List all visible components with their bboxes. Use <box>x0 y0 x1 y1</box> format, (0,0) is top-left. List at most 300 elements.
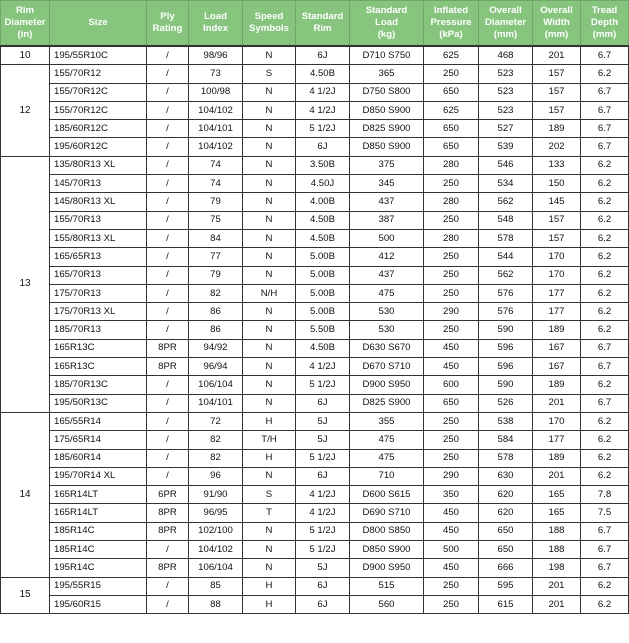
speed-symbol-cell: S <box>243 65 296 83</box>
standard-rim-cell: 4 1/2J <box>296 504 350 522</box>
table-row <box>1 46 629 65</box>
standard-load-cell: 560 <box>350 595 424 613</box>
size-cell: 155/70R12C <box>50 101 147 119</box>
standard-load-cell: D710 S750 <box>350 46 424 65</box>
overall-width-cell: 145 <box>533 193 581 211</box>
load-index-cell: 75 <box>189 211 243 229</box>
overall-width-cell: 189 <box>533 120 581 138</box>
standard-load-cell: 500 <box>350 229 424 247</box>
inflated-pressure-cell: 250 <box>424 175 479 193</box>
overall-width-cell: 202 <box>533 138 581 156</box>
standard-rim-cell: 5 1/2J <box>296 376 350 394</box>
size-cell: 195/70R14 XL <box>50 467 147 485</box>
load-index-cell: 98/96 <box>189 46 243 65</box>
inflated-pressure-cell: 650 <box>424 394 479 412</box>
tread-depth-cell: 6.2 <box>581 266 629 284</box>
tread-depth-cell: 6.2 <box>581 431 629 449</box>
inflated-pressure-cell: 250 <box>424 211 479 229</box>
speed-symbol-cell: N/H <box>243 284 296 302</box>
standard-load-cell: D800 S850 <box>350 522 424 540</box>
inflated-pressure-cell: 280 <box>424 229 479 247</box>
tread-depth-cell: 6.7 <box>581 138 629 156</box>
table-row <box>1 431 629 449</box>
table-row <box>1 248 629 266</box>
standard-load-cell: 475 <box>350 449 424 467</box>
inflated-pressure-cell: 250 <box>424 284 479 302</box>
size-cell: 165/65R13 <box>50 248 147 266</box>
load-index-cell: 82 <box>189 284 243 302</box>
standard-rim-cell: 4 1/2J <box>296 486 350 504</box>
size-cell: 145/80R13 XL <box>50 193 147 211</box>
rim-diameter-cell: 10 <box>1 46 50 65</box>
tread-depth-cell: 6.7 <box>581 101 629 119</box>
overall-diameter-cell: 596 <box>479 358 533 376</box>
overall-width-cell: 189 <box>533 449 581 467</box>
load-index-cell: 82 <box>189 431 243 449</box>
size-cell: 195/55R15 <box>50 577 147 595</box>
header-line: Tread <box>591 5 618 16</box>
size-cell: 155/80R13 XL <box>50 229 147 247</box>
size-cell: 165/55R14 <box>50 412 147 430</box>
standard-load-cell: 412 <box>350 248 424 266</box>
table-row <box>1 376 629 394</box>
size-cell: 175/70R13 XL <box>50 303 147 321</box>
ply-rating-cell: / <box>147 595 189 613</box>
standard-rim-cell: 6J <box>296 467 350 485</box>
load-index-cell: 84 <box>189 229 243 247</box>
overall-width-cell: 188 <box>533 541 581 559</box>
standard-rim-cell: 4.50B <box>296 339 350 357</box>
overall-width-cell: 157 <box>533 211 581 229</box>
overall-diameter-cell: 548 <box>479 211 533 229</box>
tread-depth-cell: 6.2 <box>581 175 629 193</box>
inflated-pressure-cell: 450 <box>424 522 479 540</box>
size-cell: 185/60R14 <box>50 449 147 467</box>
size-cell: 195/50R13C <box>50 394 147 412</box>
header-line: (kg) <box>377 29 396 40</box>
header-line: Rim <box>15 5 35 16</box>
ply-rating-cell: / <box>147 156 189 174</box>
overall-diameter-cell: 523 <box>479 101 533 119</box>
table-row <box>1 120 629 138</box>
speed-symbol-cell: T <box>243 504 296 522</box>
overall-width-cell: 201 <box>533 46 581 65</box>
table-row <box>1 101 629 119</box>
inflated-pressure-cell: 250 <box>424 449 479 467</box>
speed-symbol-cell: N <box>243 321 296 339</box>
size-cell: 185R14C <box>50 541 147 559</box>
table-body <box>1 46 629 614</box>
standard-load-cell: D825 S900 <box>350 394 424 412</box>
inflated-pressure-cell: 250 <box>424 266 479 284</box>
inflated-pressure-cell: 450 <box>424 559 479 577</box>
table-row <box>1 449 629 467</box>
standard-load-cell: D630 S670 <box>350 339 424 357</box>
standard-rim-cell: 5.00B <box>296 248 350 266</box>
speed-symbol-cell: H <box>243 595 296 613</box>
standard-rim-cell: 4 1/2J <box>296 101 350 119</box>
table-row <box>1 211 629 229</box>
load-index-cell: 94/92 <box>189 339 243 357</box>
header-line: Speed <box>254 11 284 22</box>
standard-rim-cell: 6J <box>296 577 350 595</box>
header-line: (mm) <box>544 29 569 40</box>
standard-rim-cell: 6J <box>296 394 350 412</box>
load-index-cell: 82 <box>189 449 243 467</box>
load-index-cell: 104/102 <box>189 138 243 156</box>
ply-rating-cell: / <box>147 138 189 156</box>
overall-diameter-cell: 576 <box>479 303 533 321</box>
standard-rim-cell: 5 1/2J <box>296 522 350 540</box>
overall-width-cell: 157 <box>533 229 581 247</box>
overall-diameter-cell: 534 <box>479 175 533 193</box>
inflated-pressure-cell: 650 <box>424 120 479 138</box>
ply-rating-cell: / <box>147 467 189 485</box>
inflated-pressure-cell: 500 <box>424 541 479 559</box>
standard-load-cell: 437 <box>350 266 424 284</box>
speed-symbol-cell: N <box>243 559 296 577</box>
ply-rating-cell: / <box>147 284 189 302</box>
overall-width-cell: 170 <box>533 412 581 430</box>
speed-symbol-cell: N <box>243 175 296 193</box>
header-line: Size <box>88 17 108 28</box>
standard-rim-cell: 6J <box>296 138 350 156</box>
tread-depth-cell: 6.2 <box>581 467 629 485</box>
overall-width-cell: 170 <box>533 248 581 266</box>
speed-symbol-cell: N <box>243 211 296 229</box>
size-cell: 145/70R13 <box>50 175 147 193</box>
standard-load-cell: 530 <box>350 321 424 339</box>
header-line: Overall <box>540 5 573 16</box>
size-cell: 155/70R12C <box>50 83 147 101</box>
load-index-cell: 106/104 <box>189 376 243 394</box>
rim-diameter-cell: 13 <box>1 156 50 412</box>
load-index-cell: 96 <box>189 467 243 485</box>
header-line: Pressure <box>430 17 472 28</box>
overall-width-cell: 167 <box>533 358 581 376</box>
header-load-index <box>189 1 243 47</box>
ply-rating-cell: 8PR <box>147 339 189 357</box>
tread-depth-cell: 6.7 <box>581 46 629 65</box>
header-line: Load <box>375 17 398 28</box>
tread-depth-cell: 6.2 <box>581 284 629 302</box>
standard-load-cell: 475 <box>350 431 424 449</box>
overall-width-cell: 201 <box>533 595 581 613</box>
header-standard-load <box>350 1 424 47</box>
tread-depth-cell: 6.7 <box>581 120 629 138</box>
standard-rim-cell: 4.50B <box>296 65 350 83</box>
header-line: Standard <box>301 11 344 22</box>
overall-diameter-cell: 595 <box>479 577 533 595</box>
standard-load-cell: 530 <box>350 303 424 321</box>
inflated-pressure-cell: 280 <box>424 193 479 211</box>
inflated-pressure-cell: 450 <box>424 358 479 376</box>
header-line: Depth <box>590 17 619 28</box>
inflated-pressure-cell: 250 <box>424 412 479 430</box>
speed-symbol-cell: N <box>243 248 296 266</box>
load-index-cell: 85 <box>189 577 243 595</box>
header-size <box>50 1 147 47</box>
overall-diameter-cell: 584 <box>479 431 533 449</box>
inflated-pressure-cell: 350 <box>424 486 479 504</box>
table-row <box>1 321 629 339</box>
ply-rating-cell: 8PR <box>147 522 189 540</box>
standard-rim-cell: 5 1/2J <box>296 449 350 467</box>
load-index-cell: 102/100 <box>189 522 243 540</box>
header-ply-rating <box>147 1 189 47</box>
header-line: Rim <box>313 23 332 34</box>
speed-symbol-cell: N <box>243 358 296 376</box>
tread-depth-cell: 6.7 <box>581 522 629 540</box>
speed-symbol-cell: N <box>243 266 296 284</box>
overall-diameter-cell: 468 <box>479 46 533 65</box>
speed-symbol-cell: N <box>243 467 296 485</box>
header-line: Overall <box>489 5 522 16</box>
overall-width-cell: 167 <box>533 339 581 357</box>
speed-symbol-cell: N <box>243 229 296 247</box>
table-row <box>1 83 629 101</box>
header-line: Standard <box>365 5 408 16</box>
table-row <box>1 394 629 412</box>
ply-rating-cell: / <box>147 431 189 449</box>
tread-depth-cell: 7.8 <box>581 486 629 504</box>
inflated-pressure-cell: 450 <box>424 339 479 357</box>
ply-rating-cell: / <box>147 394 189 412</box>
tread-depth-cell: 6.2 <box>581 65 629 83</box>
overall-diameter-cell: 562 <box>479 266 533 284</box>
standard-load-cell: 515 <box>350 577 424 595</box>
speed-symbol-cell: N <box>243 193 296 211</box>
standard-rim-cell: 4.50B <box>296 211 350 229</box>
speed-symbol-cell: N <box>243 376 296 394</box>
inflated-pressure-cell: 250 <box>424 321 479 339</box>
load-index-cell: 104/101 <box>189 394 243 412</box>
ply-rating-cell: / <box>147 541 189 559</box>
standard-load-cell: D900 S950 <box>350 376 424 394</box>
header-rim-diameter <box>1 1 50 47</box>
speed-symbol-cell: N <box>243 156 296 174</box>
size-cell: 175/65R14 <box>50 431 147 449</box>
overall-width-cell: 177 <box>533 431 581 449</box>
overall-width-cell: 165 <box>533 504 581 522</box>
standard-rim-cell: 5J <box>296 431 350 449</box>
load-index-cell: 96/94 <box>189 358 243 376</box>
load-index-cell: 106/104 <box>189 559 243 577</box>
overall-width-cell: 150 <box>533 175 581 193</box>
overall-diameter-cell: 650 <box>479 541 533 559</box>
inflated-pressure-cell: 250 <box>424 577 479 595</box>
header-line: (mm) <box>493 29 518 40</box>
size-cell: 185/70R13 <box>50 321 147 339</box>
inflated-pressure-cell: 250 <box>424 595 479 613</box>
table-row <box>1 175 629 193</box>
header-line: Load <box>204 11 227 22</box>
table-row <box>1 65 629 83</box>
standard-rim-cell: 6J <box>296 595 350 613</box>
overall-width-cell: 170 <box>533 266 581 284</box>
overall-diameter-cell: 596 <box>479 339 533 357</box>
table-row <box>1 559 629 577</box>
ply-rating-cell: / <box>147 376 189 394</box>
ply-rating-cell: / <box>147 266 189 284</box>
inflated-pressure-cell: 600 <box>424 376 479 394</box>
inflated-pressure-cell: 650 <box>424 138 479 156</box>
tread-depth-cell: 7.5 <box>581 504 629 522</box>
size-cell: 195/60R12C <box>50 138 147 156</box>
size-cell: 185/60R12C <box>50 120 147 138</box>
header-tread-depth <box>581 1 629 47</box>
speed-symbol-cell: N <box>243 339 296 357</box>
standard-load-cell: D750 S800 <box>350 83 424 101</box>
header-line: Ply <box>160 11 175 22</box>
header-overall-diameter <box>479 1 533 47</box>
speed-symbol-cell: N <box>243 303 296 321</box>
ply-rating-cell: / <box>147 321 189 339</box>
size-cell: 165R14LT <box>50 486 147 504</box>
rim-diameter-cell: 12 <box>1 65 50 156</box>
overall-width-cell: 189 <box>533 376 581 394</box>
standard-load-cell: 365 <box>350 65 424 83</box>
speed-symbol-cell: N <box>243 138 296 156</box>
standard-load-cell: D690 S710 <box>350 504 424 522</box>
standard-load-cell: D670 S710 <box>350 358 424 376</box>
overall-width-cell: 157 <box>533 83 581 101</box>
table-row <box>1 504 629 522</box>
standard-load-cell: D600 S615 <box>350 486 424 504</box>
tread-depth-cell: 6.7 <box>581 394 629 412</box>
table-row <box>1 339 629 357</box>
ply-rating-cell: / <box>147 449 189 467</box>
overall-diameter-cell: 578 <box>479 449 533 467</box>
table-row <box>1 229 629 247</box>
ply-rating-cell: / <box>147 65 189 83</box>
inflated-pressure-cell: 450 <box>424 504 479 522</box>
standard-rim-cell: 5.00B <box>296 284 350 302</box>
size-cell: 135/80R13 XL <box>50 156 147 174</box>
overall-width-cell: 177 <box>533 284 581 302</box>
speed-symbol-cell: N <box>243 46 296 65</box>
load-index-cell: 104/102 <box>189 101 243 119</box>
standard-load-cell: D850 S900 <box>350 138 424 156</box>
ply-rating-cell: / <box>147 101 189 119</box>
inflated-pressure-cell: 250 <box>424 65 479 83</box>
overall-diameter-cell: 538 <box>479 412 533 430</box>
load-index-cell: 104/102 <box>189 541 243 559</box>
ply-rating-cell: / <box>147 248 189 266</box>
load-index-cell: 73 <box>189 65 243 83</box>
table-row <box>1 467 629 485</box>
speed-symbol-cell: S <box>243 486 296 504</box>
speed-symbol-cell: H <box>243 449 296 467</box>
overall-diameter-cell: 562 <box>479 193 533 211</box>
tread-depth-cell: 6.2 <box>581 303 629 321</box>
table-row <box>1 522 629 540</box>
speed-symbol-cell: H <box>243 577 296 595</box>
tread-depth-cell: 6.2 <box>581 595 629 613</box>
standard-load-cell: D900 S950 <box>350 559 424 577</box>
table-row <box>1 266 629 284</box>
overall-width-cell: 201 <box>533 577 581 595</box>
speed-symbol-cell: N <box>243 101 296 119</box>
table-row <box>1 193 629 211</box>
ply-rating-cell: / <box>147 412 189 430</box>
tread-depth-cell: 6.2 <box>581 193 629 211</box>
standard-rim-cell: 5.00B <box>296 266 350 284</box>
tread-depth-cell: 6.2 <box>581 229 629 247</box>
overall-diameter-cell: 630 <box>479 467 533 485</box>
standard-load-cell: D825 S900 <box>350 120 424 138</box>
load-index-cell: 96/95 <box>189 504 243 522</box>
load-index-cell: 86 <box>189 321 243 339</box>
standard-load-cell: D850 S900 <box>350 541 424 559</box>
overall-diameter-cell: 544 <box>479 248 533 266</box>
overall-diameter-cell: 650 <box>479 522 533 540</box>
load-index-cell: 79 <box>189 266 243 284</box>
standard-rim-cell: 4.50J <box>296 175 350 193</box>
standard-load-cell: 475 <box>350 284 424 302</box>
size-cell: 185R14C <box>50 522 147 540</box>
overall-diameter-cell: 590 <box>479 376 533 394</box>
header-line: Width <box>543 17 570 28</box>
inflated-pressure-cell: 280 <box>424 156 479 174</box>
ply-rating-cell: 6PR <box>147 486 189 504</box>
size-cell: 195/60R15 <box>50 595 147 613</box>
table-row <box>1 156 629 174</box>
load-index-cell: 77 <box>189 248 243 266</box>
inflated-pressure-cell: 290 <box>424 303 479 321</box>
tread-depth-cell: 6.2 <box>581 577 629 595</box>
header-line: Inflated <box>433 5 469 16</box>
rim-diameter-cell: 15 <box>1 577 50 614</box>
size-cell: 165R13C <box>50 358 147 376</box>
standard-load-cell: 710 <box>350 467 424 485</box>
inflated-pressure-cell: 625 <box>424 46 479 65</box>
header-line: Diameter <box>484 17 527 28</box>
table-row <box>1 486 629 504</box>
tread-depth-cell: 6.7 <box>581 541 629 559</box>
standard-rim-cell: 5.50B <box>296 321 350 339</box>
overall-diameter-cell: 539 <box>479 138 533 156</box>
ply-rating-cell: / <box>147 83 189 101</box>
tread-depth-cell: 6.2 <box>581 211 629 229</box>
overall-width-cell: 157 <box>533 101 581 119</box>
size-cell: 185/70R13C <box>50 376 147 394</box>
overall-width-cell: 189 <box>533 321 581 339</box>
header-line: Diameter <box>4 17 46 28</box>
overall-width-cell: 198 <box>533 559 581 577</box>
standard-rim-cell: 5 1/2J <box>296 120 350 138</box>
speed-symbol-cell: N <box>243 394 296 412</box>
overall-width-cell: 165 <box>533 486 581 504</box>
overall-diameter-cell: 578 <box>479 229 533 247</box>
standard-load-cell: 355 <box>350 412 424 430</box>
table-row <box>1 358 629 376</box>
size-cell: 195/55R10C <box>50 46 147 65</box>
ply-rating-cell: / <box>147 120 189 138</box>
overall-width-cell: 201 <box>533 394 581 412</box>
table-row <box>1 541 629 559</box>
overall-diameter-cell: 576 <box>479 284 533 302</box>
standard-load-cell: 345 <box>350 175 424 193</box>
standard-load-cell: 437 <box>350 193 424 211</box>
size-cell: 165/70R13 <box>50 266 147 284</box>
header-line: (mm) <box>592 29 617 40</box>
load-index-cell: 104/101 <box>189 120 243 138</box>
inflated-pressure-cell: 625 <box>424 101 479 119</box>
speed-symbol-cell: N <box>243 83 296 101</box>
table-header-row <box>1 1 629 47</box>
standard-rim-cell: 5J <box>296 559 350 577</box>
